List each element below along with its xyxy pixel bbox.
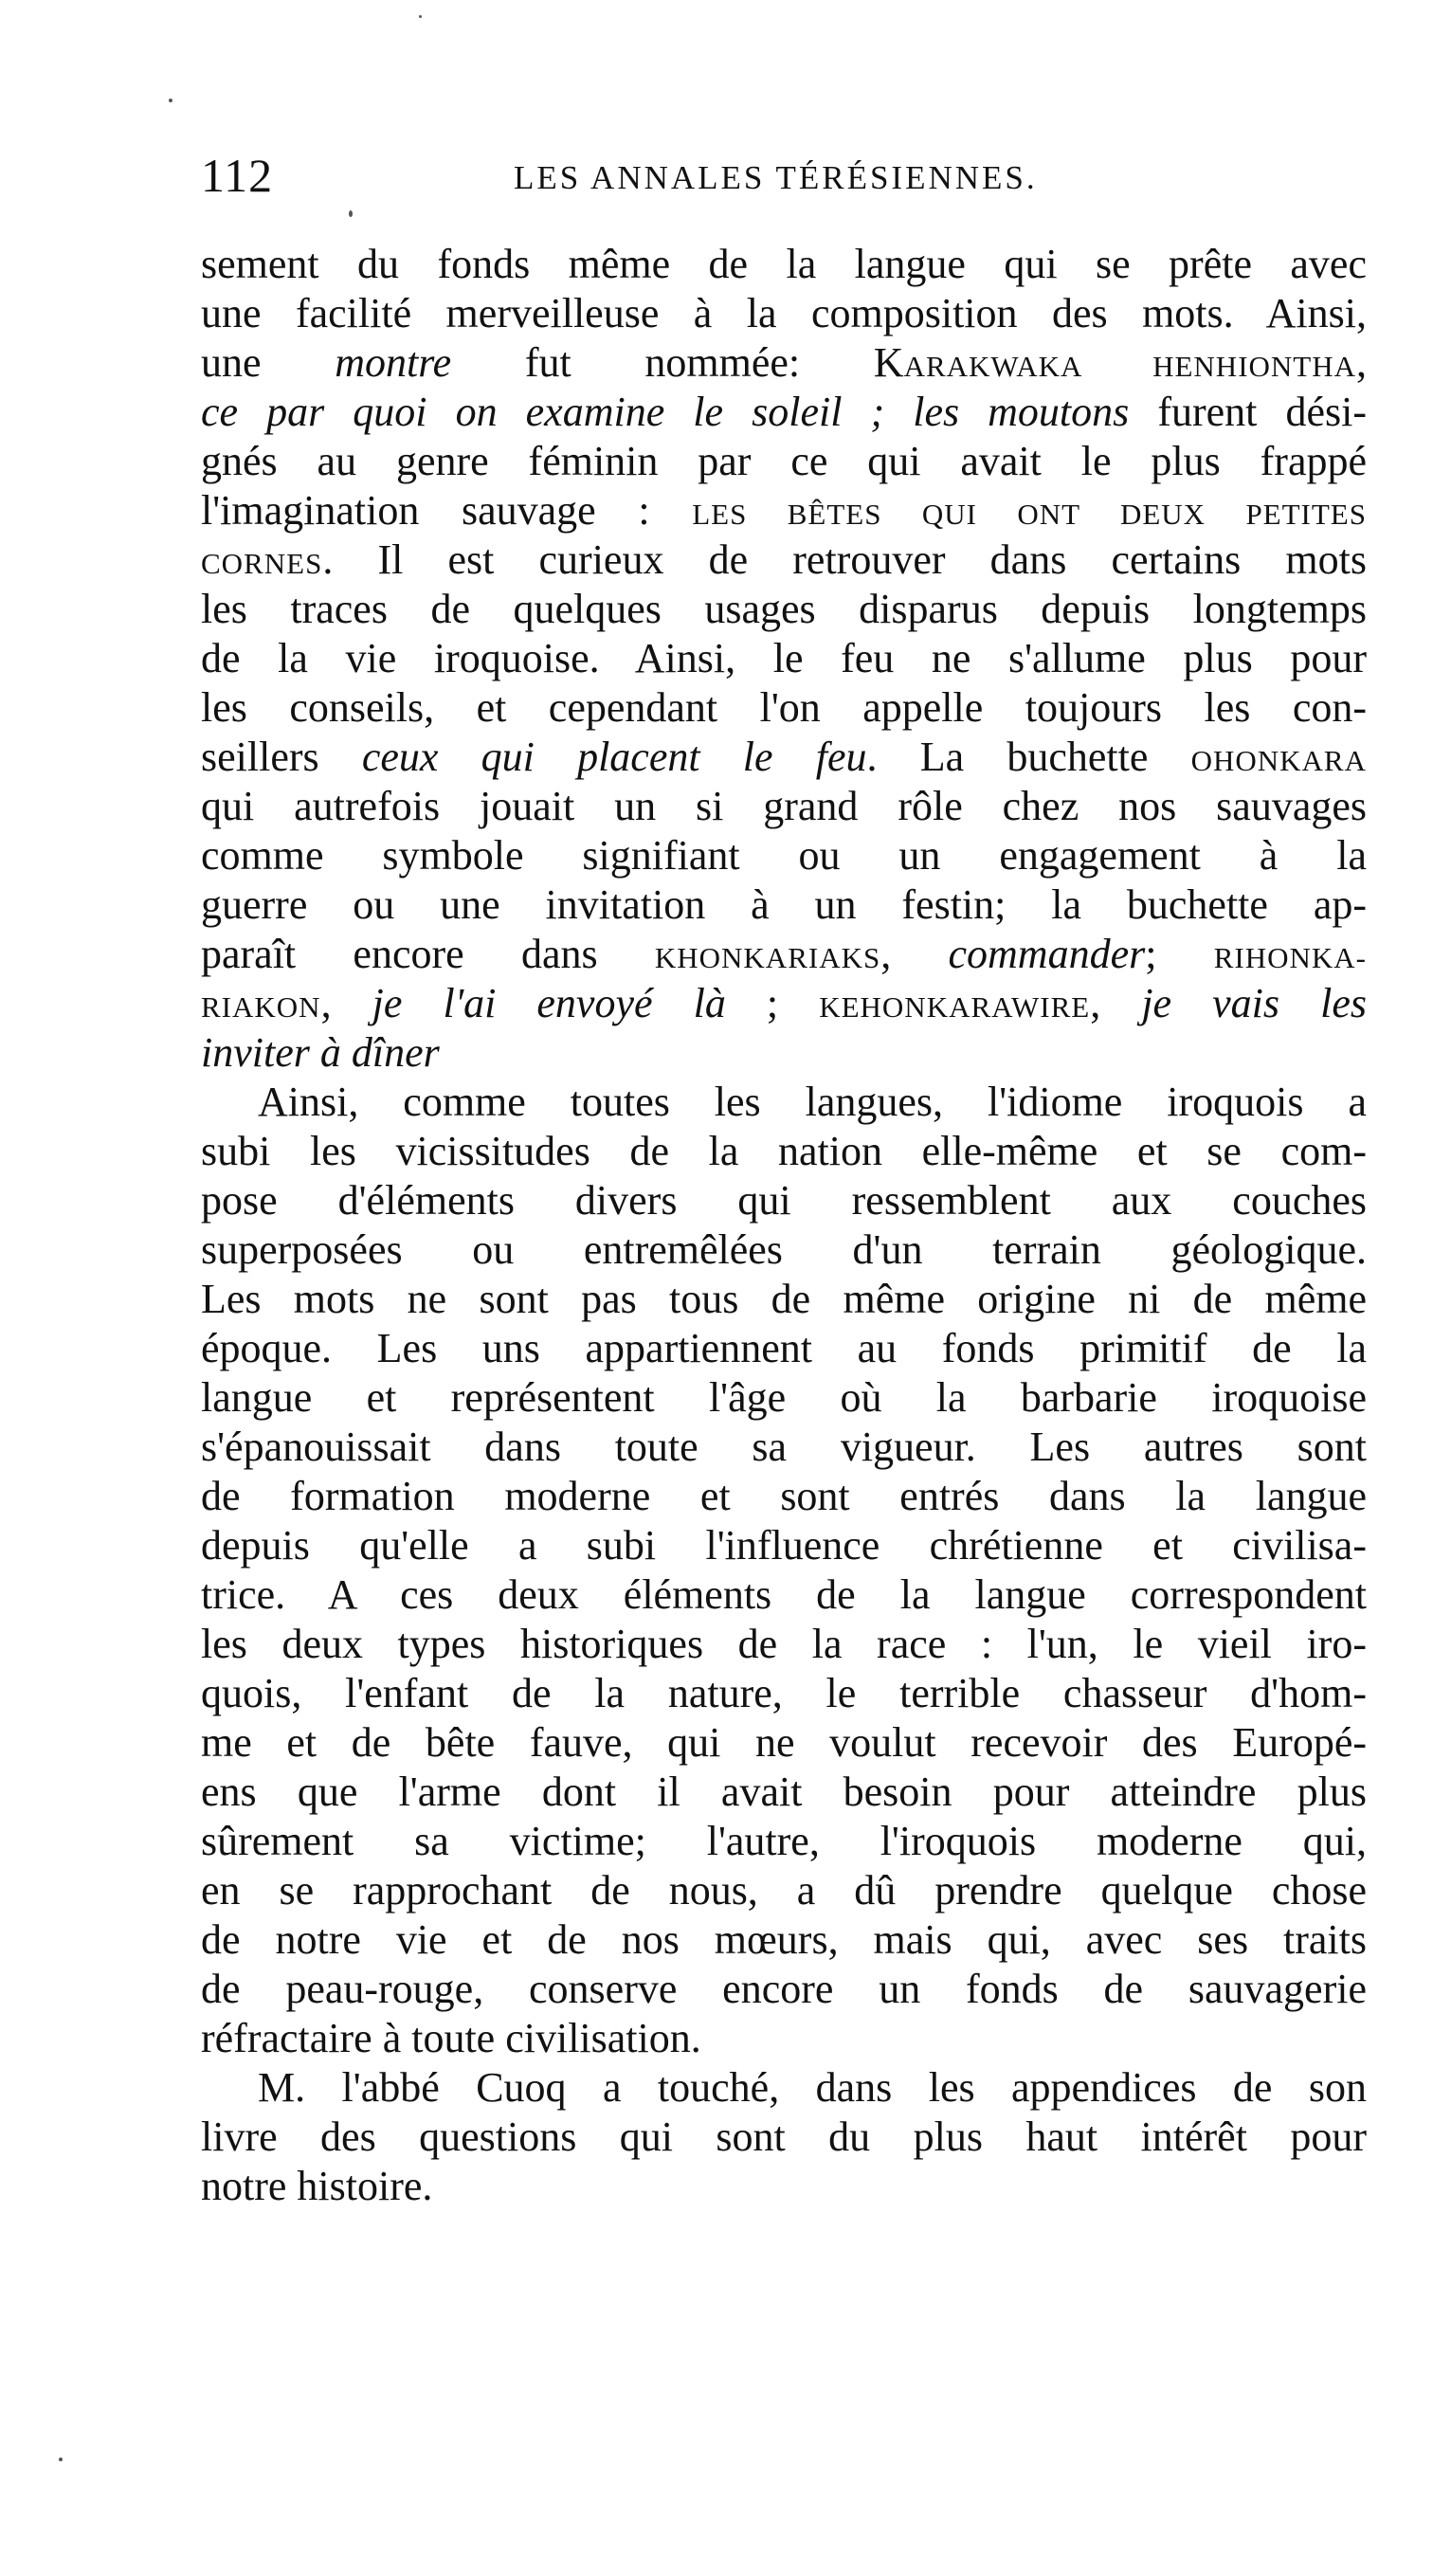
text-run: guerre ou une invitation à un festin; la buchette ap- [201, 881, 1367, 928]
italic-text: ceux qui placent le feu [361, 734, 867, 780]
text-run: superposées ou entremêlées d'un terrain géologique. [201, 1226, 1367, 1273]
text-line [201, 1225, 1367, 1275]
italic-text: je vais les [1141, 980, 1367, 1026]
text-line [201, 289, 1367, 338]
small-caps-text: RIHONKA- [1213, 941, 1367, 974]
running-title: LES ANNALES TÉRÉSIENNES. [514, 159, 1038, 196]
paragraph [201, 240, 1367, 1078]
text-run: , [1356, 339, 1367, 386]
text-line [201, 733, 1367, 782]
text-run: en se rapprochant de nous, a dû prendre quelque chose [201, 1867, 1367, 1914]
text-line [201, 1965, 1367, 2014]
text-run: pose d'éléments divers qui ressemblent aux couches [201, 1177, 1367, 1224]
text-line [201, 388, 1367, 437]
text-run: fut nommée: [451, 339, 874, 386]
text-line [201, 1521, 1367, 1570]
text-run: ens que l'arme dont il avait besoin pour atteindre plus [201, 1769, 1367, 1815]
text-run: les conseils, et cependant l'on appelle toujours les con- [201, 684, 1367, 731]
ink-speck [59, 2458, 63, 2461]
text-line [201, 1373, 1367, 1423]
text-run: langue et représentent l'âge où la barbarie iroquoise [201, 1374, 1367, 1421]
text-line [201, 2014, 1367, 2063]
paragraph [201, 1078, 1367, 2063]
text-line [201, 1078, 1367, 1127]
text-run: seillers [201, 734, 362, 780]
text-run: une [201, 339, 336, 386]
ink-speck [349, 210, 353, 217]
paragraph [201, 2063, 1367, 2211]
text-run: réfractaire à toute civilisation. [201, 2015, 701, 2061]
text-run: sûrement sa victime; l'autre, l'iroquois moderne qui, [201, 1818, 1367, 1864]
small-caps-text: LES BÊTES QUI ONT DEUX PETITES [692, 498, 1367, 531]
text-run: de formation moderne et sont entrés dans la langue [201, 1473, 1367, 1519]
text-line [201, 683, 1367, 733]
text-line [201, 1127, 1367, 1176]
text-run: me et de bête fauve, qui ne voulut recevoir des Europé- [201, 1719, 1367, 1766]
text-run: de peau-rouge, conserve encore un fonds de sauvagerie [201, 1966, 1367, 2012]
small-caps-text: ARAKWAKA HENHIONTHA [903, 350, 1356, 383]
text-line [201, 1472, 1367, 1521]
text-line [201, 240, 1367, 289]
text-line [201, 930, 1367, 979]
text-run: les deux types historiques de la race : l'un, le vieil iro- [201, 1621, 1367, 1667]
small-caps-text: KHONKARIAKS [654, 941, 881, 974]
italic-text: je l'ai envoyé là [372, 980, 726, 1026]
text-line [201, 634, 1367, 683]
italic-text: commander [948, 931, 1146, 977]
text-run: trice. A ces deux éléments de la langue correspondent [201, 1571, 1367, 1618]
text-line [201, 1768, 1367, 1817]
text-line [201, 1275, 1367, 1324]
text-line [201, 535, 1367, 585]
text-run: Les mots ne sont pas tous de même origine ni de même [201, 1276, 1367, 1322]
small-caps-text: OHONKARA [1190, 744, 1367, 777]
text-line [201, 1176, 1367, 1225]
ink-speck [169, 99, 172, 102]
text-line [201, 831, 1367, 880]
text-run: livre des questions qui sont du plus haut intérêt pour [201, 2113, 1367, 2160]
text-line [201, 2162, 1367, 2211]
text-run: subi les vicissitudes de la nation elle-même et se com- [201, 1128, 1367, 1174]
small-caps-text: RIAKON [201, 990, 321, 1024]
text-run: qui autrefois jouait un si grand rôle chez nos sauvages [201, 783, 1367, 829]
text-line [201, 1669, 1367, 1718]
text-run: M. l'abbé Cuoq a touché, dans les appendices de son [258, 2064, 1367, 2111]
text-run: de notre vie et de nos mœurs, mais qui, avec ses traits [201, 1916, 1367, 1963]
text-line [201, 486, 1367, 535]
text-run: ; [1145, 931, 1214, 977]
text-run: . La buchette [866, 734, 1191, 780]
text-line [201, 338, 1367, 388]
text-line [201, 437, 1367, 486]
text-run: quois, l'enfant de la nature, le terrible chasseur d'hom- [201, 1670, 1367, 1716]
body-text [201, 240, 1367, 2211]
text-line [201, 1423, 1367, 1472]
text-run: K [873, 339, 904, 386]
ink-speck [419, 15, 422, 18]
text-run: Ainsi, comme toutes les langues, l'idiome iroquois a [258, 1079, 1367, 1125]
small-caps-text: CORNES [201, 547, 323, 580]
small-caps-text: KEHONKARAWIRE [819, 990, 1091, 1024]
italic-text: ce par quoi on examine le soleil ; les moutons [201, 389, 1130, 435]
text-run: l'imagination sauvage : [201, 487, 693, 534]
italic-text: montre [335, 339, 452, 386]
text-run: notre histoire. [201, 2163, 433, 2209]
text-run: sement du fonds même de la langue qui se prête avec [201, 241, 1367, 287]
text-line [201, 880, 1367, 930]
text-run: de la vie iroquoise. Ainsi, le feu ne s'allume plus pour [201, 635, 1367, 681]
page-number: 112 [201, 149, 274, 202]
text-run: paraît encore dans [201, 931, 655, 977]
text-line [201, 1028, 1367, 1078]
text-line [201, 1915, 1367, 1965]
text-run: les traces de quelques usages disparus depuis longtemps [201, 586, 1367, 632]
text-run: , [1090, 980, 1142, 1026]
text-line [201, 2113, 1367, 2162]
text-run: comme symbole signifiant ou un engagement à la [201, 832, 1367, 879]
text-run: depuis qu'elle a subi l'influence chrétienne et civilisa- [201, 1522, 1367, 1569]
text-run: furent dési- [1129, 389, 1367, 435]
text-line [201, 979, 1367, 1028]
text-run: , [320, 980, 372, 1026]
text-line [201, 1620, 1367, 1669]
text-line [201, 1866, 1367, 1915]
text-run: , [880, 931, 949, 977]
text-run: ; [725, 980, 820, 1026]
text-line [201, 1718, 1367, 1768]
text-run: époque. Les uns appartiennent au fonds primitif de la [201, 1325, 1367, 1371]
italic-text: inviter à dîner [201, 1029, 440, 1076]
text-line [201, 1324, 1367, 1373]
text-run: . Il est curieux de retrouver dans certains mots [322, 536, 1367, 583]
text-line [201, 585, 1367, 634]
text-line [201, 1570, 1367, 1620]
text-run: gnés au genre féminin par ce qui avait le plus frappé [201, 438, 1367, 484]
page-header [201, 142, 1367, 209]
text-line [201, 2063, 1367, 2113]
text-line [201, 1817, 1367, 1866]
text-run: une facilité merveilleuse à la composition des mots. Ainsi, [201, 290, 1367, 336]
text-run: s'épanouissait dans toute sa vigueur. Les autres sont [201, 1424, 1367, 1470]
text-line [201, 782, 1367, 831]
